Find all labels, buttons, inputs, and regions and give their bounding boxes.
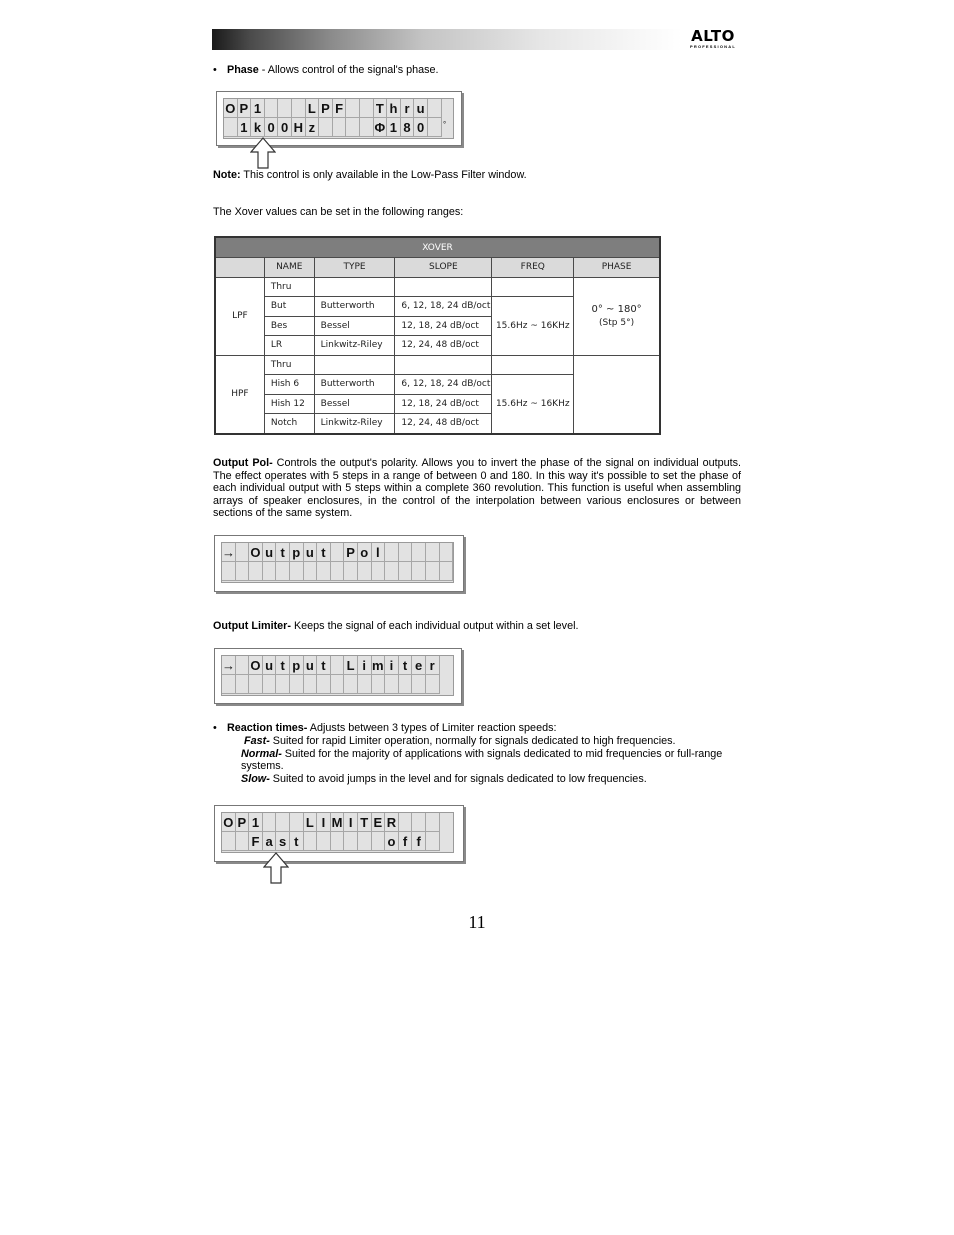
normal-description [241, 748, 741, 761]
normal-description-cont: systems. [241, 760, 284, 772]
lcd-cell: H [292, 118, 306, 137]
lcd-row-2 [222, 832, 440, 851]
lcd-cell [385, 675, 399, 694]
freq-cell: 15.6Hz ~ 16KHz [492, 375, 574, 434]
lcd-row-2 [222, 675, 440, 694]
lcd-cell: u [414, 99, 428, 118]
name-cell: Thru [264, 277, 314, 297]
slow-term: Slow- [241, 773, 270, 785]
lcd-cell: L [304, 813, 318, 832]
up-arrow-icon [250, 137, 276, 169]
phase-range: 0° ~ 180° [591, 304, 642, 315]
lcd-cell: i [385, 656, 399, 675]
lcd-cell: k [251, 118, 265, 137]
type-cell: Bessel [314, 394, 395, 414]
name-cell: LR [264, 336, 314, 356]
normal-text: Suited for the majority of applications with signals dedicated to mid frequencies or full-range [281, 748, 723, 760]
lcd-cell: t [399, 656, 413, 675]
output-pol-text: Controls the output's polarity. Allows you to invert the phase of the signal on individual outputs. The effect operates with 5 steps in a range of between 0 and 180. In this way it's possible to set the phase of each individual output with 5 steps within a complete 360 revolution. This function is useful when assembling arrays of speaker enclosures, in the control of the interpolation between various enclosures or between sections of the same system. [213, 457, 741, 519]
table-title: XOVER [215, 237, 660, 258]
lcd-cell [222, 832, 236, 851]
bullet-dot: • [213, 64, 217, 76]
lcd-cell [319, 118, 333, 137]
lcd-display-output-pol [214, 535, 464, 592]
lcd-cell: s [276, 832, 290, 851]
table-row [215, 277, 660, 297]
lcd-cell [317, 562, 331, 581]
bullet-dot: • [213, 722, 217, 734]
lcd-cell [276, 813, 290, 832]
lcd-cell [331, 656, 345, 675]
table-row [215, 355, 660, 375]
lcd-cell: p [290, 543, 304, 562]
slope-cell [395, 355, 492, 375]
column-header: SLOPE [395, 258, 492, 278]
lcd-cell: O [249, 543, 263, 562]
lcd-screen [221, 655, 454, 696]
lcd-cell: i [358, 656, 372, 675]
lcd-cell [331, 832, 345, 851]
lcd-cell [236, 832, 250, 851]
lcd-display-output-limiter [214, 648, 462, 704]
lcd-cell [426, 675, 440, 694]
lcd-cell [249, 562, 263, 581]
lcd-cell [372, 832, 386, 851]
lcd-cell [344, 562, 358, 581]
name-cell: But [264, 297, 314, 317]
normal-term: Normal- [241, 748, 282, 760]
lcd-row-1 [222, 813, 440, 832]
lcd-cell: 1 [249, 813, 263, 832]
lcd-cell: T [358, 813, 372, 832]
lcd-cell [292, 99, 306, 118]
lcd-cell: o [385, 832, 399, 851]
lcd-cell: O [249, 656, 263, 675]
lcd-cell [346, 99, 360, 118]
lcd-cell: O [224, 99, 238, 118]
lcd-cell [224, 118, 238, 137]
lcd-cell [399, 562, 413, 581]
alto-logo [684, 27, 742, 50]
lcd-screen [221, 542, 454, 583]
name-cell: Hish 12 [264, 394, 314, 414]
lcd-cell [265, 99, 279, 118]
lcd-cell [372, 562, 386, 581]
lcd-cell: u [263, 543, 277, 562]
lcd-cell: P [319, 99, 333, 118]
output-limiter-text: Keeps the signal of each individual output within a set level. [290, 620, 579, 632]
lcd-cell [360, 118, 374, 137]
group-cell-hpf: HPF [215, 355, 264, 434]
lcd-cell: e [412, 656, 426, 675]
phase-cell [574, 355, 660, 434]
output-limiter-paragraph [213, 620, 741, 633]
lcd-cell: L [306, 99, 320, 118]
type-cell: Bessel [314, 316, 395, 336]
lcd-cell [412, 562, 426, 581]
header-gradient-bar [212, 29, 682, 50]
lcd-cell: 1 [387, 118, 401, 137]
lcd-cell: a [263, 832, 277, 851]
type-cell: Butterworth [314, 375, 395, 395]
slow-text: Suited to avoid jumps in the level and for signals dedicated to low frequencies. [269, 773, 647, 785]
lcd-cell [399, 543, 413, 562]
lcd-cell [317, 832, 331, 851]
lcd-cell: E [372, 813, 386, 832]
lcd-cell: P [238, 99, 252, 118]
lcd-cell [428, 118, 442, 137]
lcd-cell: r [401, 99, 415, 118]
lcd-cell [331, 543, 345, 562]
lcd-cell: I [317, 813, 331, 832]
lcd-cell [222, 562, 236, 581]
output-limiter-term: Output Limiter- [213, 620, 291, 632]
lcd-cell [304, 562, 318, 581]
lcd-cell [399, 675, 413, 694]
lcd-cell: 8 [401, 118, 415, 137]
slope-cell: 12, 18, 24 dB/oct [395, 394, 492, 414]
column-header: PHASE [574, 258, 660, 278]
lcd-cell [440, 543, 454, 562]
freq-cell [492, 277, 574, 297]
name-cell: Thru [264, 355, 314, 375]
lcd-row-1 [224, 99, 442, 118]
lcd-cell: u [263, 656, 277, 675]
lcd-cell [385, 562, 399, 581]
lcd-cell [358, 832, 372, 851]
lcd-cell [372, 675, 386, 694]
lcd-cell [333, 118, 347, 137]
lcd-cell [358, 675, 372, 694]
lcd-cell: h [387, 99, 401, 118]
slope-cell [395, 277, 492, 297]
page-number: 11 [468, 912, 486, 932]
note-paragraph [213, 169, 741, 182]
lcd-cell: t [290, 832, 304, 851]
output-pol-paragraph [213, 457, 741, 520]
lcd-cell: f [412, 832, 426, 851]
lcd-cell [236, 656, 250, 675]
type-cell [314, 355, 395, 375]
fast-text: Suited for rapid Limiter operation, normally for signals dedicated to high frequencies. [269, 735, 676, 747]
lcd-cell: → [222, 545, 235, 560]
lcd-cell [331, 675, 345, 694]
type-cell: Linkwitz-Riley [314, 336, 395, 356]
logo-word: ALTO [691, 27, 735, 45]
lcd-cell [290, 813, 304, 832]
column-header [215, 258, 264, 278]
note-text: This control is only available in the Low-Pass Filter window. [240, 169, 527, 181]
lcd-cell [426, 562, 440, 581]
lcd-cell [412, 543, 426, 562]
column-header: NAME [264, 258, 314, 278]
lcd-cell [358, 562, 372, 581]
slow-description [241, 773, 741, 786]
lcd-cell: P [344, 543, 358, 562]
lcd-cell [412, 813, 426, 832]
lcd-cell [331, 562, 345, 581]
lcd-cell: R [385, 813, 399, 832]
reaction-bullet [213, 722, 741, 736]
lcd-cell [263, 562, 277, 581]
phase-description: - Allows control of the signal's phase. [258, 64, 439, 76]
reaction-term: Reaction times- [227, 722, 308, 734]
fast-description [244, 735, 741, 748]
lcd-cell: p [290, 656, 304, 675]
lcd-cell: L [344, 656, 358, 675]
lcd-cell: F [333, 99, 347, 118]
lcd-row-2 [222, 562, 453, 581]
lcd-cell [426, 832, 440, 851]
lcd-cell [249, 675, 263, 694]
lcd-cell [222, 675, 236, 694]
slope-cell: 12, 24, 48 dB/oct [395, 414, 492, 434]
slope-cell: 6, 12, 18, 24 dB/oct [395, 375, 492, 395]
lcd-cell: t [317, 656, 331, 675]
note-label: Note: [213, 169, 241, 181]
lcd-cell: O [222, 813, 236, 832]
slope-cell: 12, 24, 48 dB/oct [395, 336, 492, 356]
type-cell: Butterworth [314, 297, 395, 317]
lcd-cell: u [304, 543, 318, 562]
output-pol-term: Output Pol- [213, 457, 273, 469]
lcd-cell: 1 [251, 99, 265, 118]
lcd-cell: t [317, 543, 331, 562]
reaction-text: Adjusts between 3 types of Limiter reaction speeds: [307, 722, 557, 734]
column-header: TYPE [314, 258, 395, 278]
name-cell: Hish 6 [264, 375, 314, 395]
lcd-cell [346, 118, 360, 137]
lcd-cell [290, 562, 304, 581]
lcd-cell [263, 813, 277, 832]
lcd-row-1 [222, 656, 440, 675]
lcd-cell [317, 675, 331, 694]
ranges-intro: The Xover values can be set in the following ranges: [213, 206, 464, 218]
lcd-cell [440, 562, 454, 581]
lcd-screen [223, 98, 454, 139]
logo-subtext: PROFESSIONAL [690, 44, 736, 49]
lcd-cell [278, 99, 292, 118]
lcd-cell [304, 832, 318, 851]
lcd-cell [263, 675, 277, 694]
type-cell [314, 277, 395, 297]
freq-cell [492, 355, 574, 375]
xover-table [214, 236, 661, 435]
lcd-cell: M [331, 815, 343, 830]
name-cell: Notch [264, 414, 314, 434]
lcd-cell: 0 [414, 118, 428, 137]
phase-term: Phase [227, 64, 259, 76]
lcd-degree-mark: ° [443, 120, 447, 129]
fast-term: Fast- [244, 735, 270, 747]
group-cell-lpf: LPF [215, 277, 264, 355]
lcd-row-1 [222, 543, 453, 562]
lcd-cell: → [222, 658, 235, 673]
lcd-cell [344, 675, 358, 694]
lcd-cell: t [276, 543, 290, 562]
type-cell: Linkwitz-Riley [314, 414, 395, 434]
lcd-cell [236, 543, 250, 562]
lcd-cell [412, 675, 426, 694]
lcd-cell: t [276, 656, 290, 675]
lcd-cell: o [358, 543, 372, 562]
lcd-cell [290, 675, 304, 694]
lcd-display-limiter [214, 805, 464, 862]
lcd-cell [385, 543, 399, 562]
lcd-cell [236, 562, 250, 581]
lcd-cell: m [372, 658, 384, 673]
lcd-cell [276, 675, 290, 694]
lcd-cell [236, 675, 250, 694]
lcd-cell [276, 562, 290, 581]
lcd-cell: P [236, 813, 250, 832]
lcd-row-2 [224, 118, 442, 137]
lcd-cell: I [344, 813, 358, 832]
lcd-cell: z [306, 118, 320, 137]
lcd-cell: F [249, 832, 263, 851]
lcd-cell: r [426, 656, 440, 675]
phase-bullet [213, 64, 741, 78]
slope-cell: 6, 12, 18, 24 dB/oct [395, 297, 492, 317]
slope-cell: 12, 18, 24 dB/oct [395, 316, 492, 336]
lcd-screen [221, 812, 454, 853]
up-arrow-icon [263, 852, 289, 884]
lcd-cell [344, 832, 358, 851]
lcd-cell: 0 [265, 118, 279, 137]
lcd-cell: T [374, 99, 388, 118]
lcd-cell: f [399, 832, 413, 851]
lcd-cell [304, 675, 318, 694]
lcd-cell [360, 99, 374, 118]
lcd-cell [426, 813, 440, 832]
phase-cell [574, 277, 660, 355]
lcd-cell: u [304, 656, 318, 675]
lcd-cell: Φ [374, 120, 386, 135]
freq-cell: 15.6Hz ~ 16KHz [492, 297, 574, 356]
lcd-cell [399, 813, 413, 832]
lcd-cell [426, 543, 440, 562]
lcd-cell [428, 99, 442, 118]
name-cell: Bes [264, 316, 314, 336]
column-header: FREQ [492, 258, 574, 278]
lcd-cell: l [372, 543, 386, 562]
phase-step: (Stp 5°) [599, 318, 635, 328]
lcd-cell: 0 [278, 118, 292, 137]
lcd-cell: 1 [238, 118, 252, 137]
